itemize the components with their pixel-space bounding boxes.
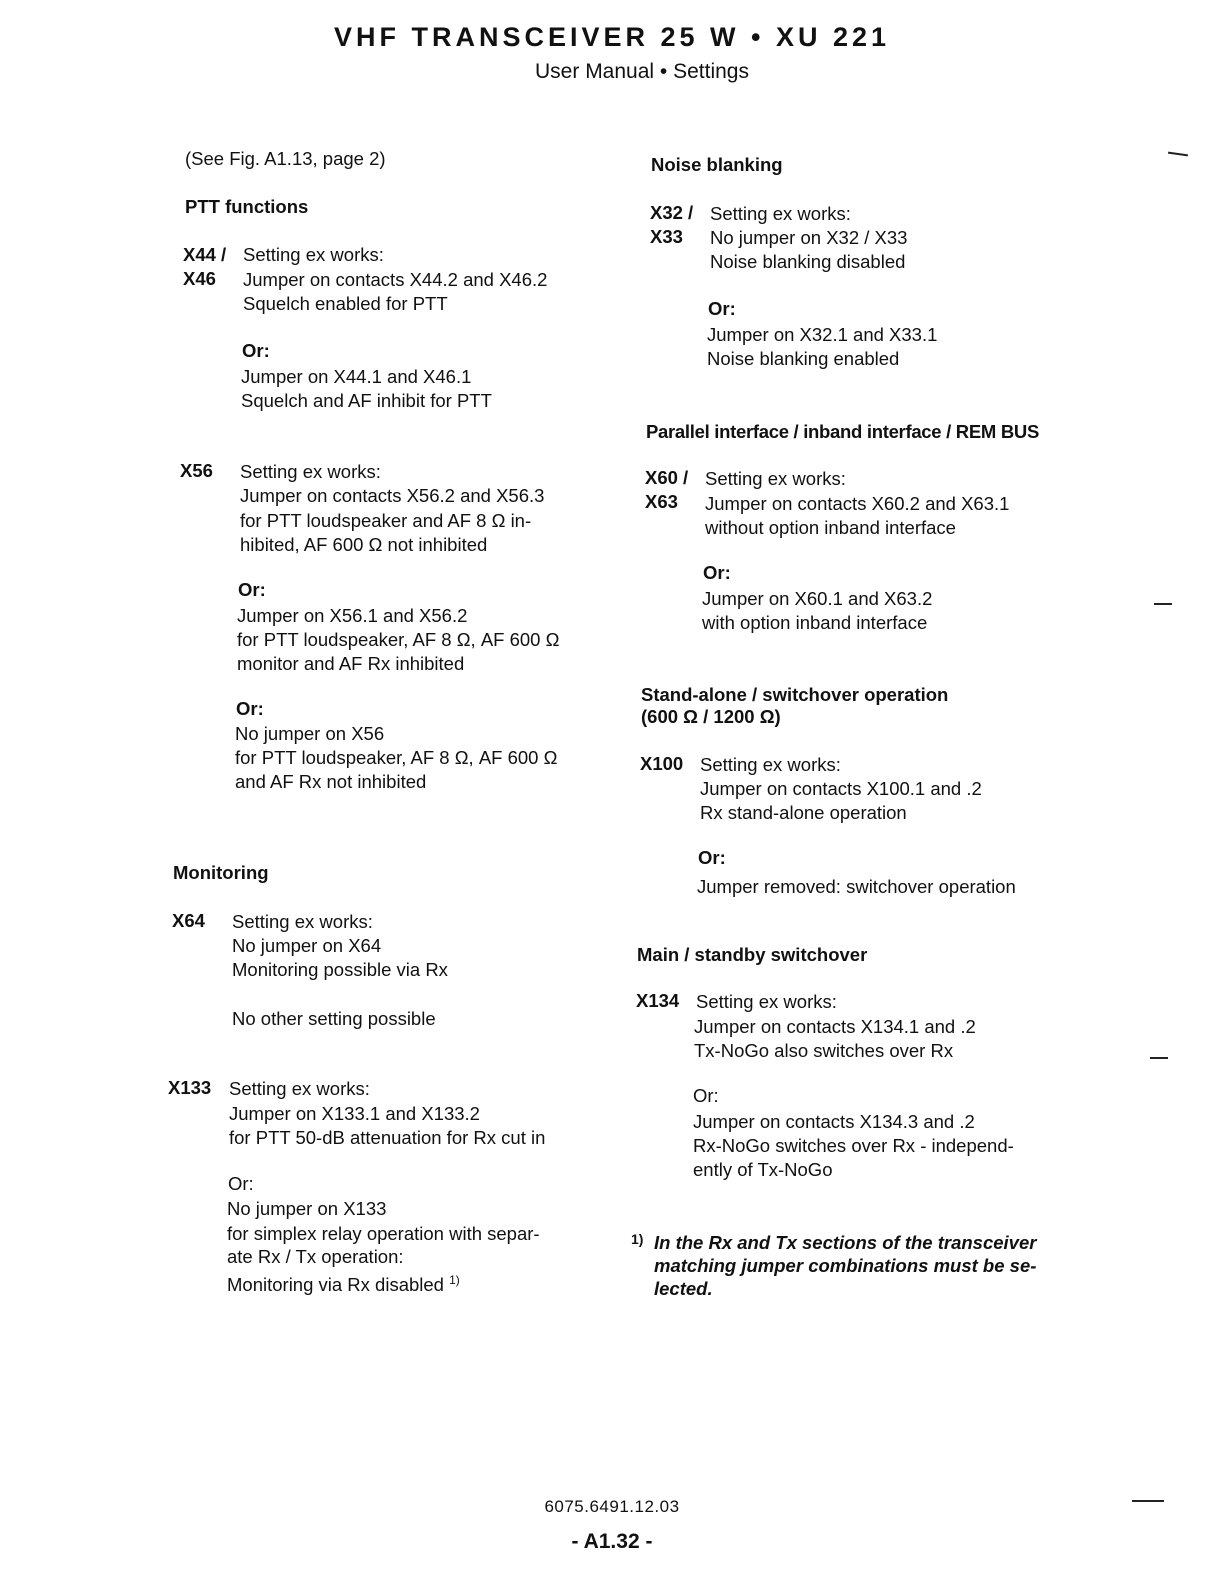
x134-label: X134	[636, 990, 680, 1011]
x133-alternative-text: Monitoring via Rx disabled	[227, 1274, 444, 1296]
x56-or: Or:	[236, 698, 264, 719]
document-title: VHF TRANSCEIVER 25 W • XU 221	[333, 22, 891, 52]
x44-setting-line: Jumper on contacts X44.2 and X46.2	[243, 269, 548, 290]
x32-alternative-line: Noise blanking enabled	[707, 348, 900, 369]
footnote-reference: 1)	[449, 1273, 460, 1287]
x56-alternative-line: for PTT loudspeaker, AF 8 Ω, AF 600 Ω	[237, 629, 560, 650]
footnote-line: matching jumper combinations must be se-	[654, 1255, 1037, 1276]
x134-alternative-line: ently of Tx-NoGo	[693, 1159, 833, 1180]
x64-setting-line: No jumper on X64	[232, 935, 382, 956]
x133-setting-ex-works: Setting ex works:	[229, 1078, 370, 1099]
x56-setting-line: hibited, AF 600 Ω not inhibited	[240, 534, 488, 555]
x56-or: Or:	[238, 579, 266, 600]
figure-reference: (See Fig. A1.13, page 2)	[185, 148, 386, 169]
x44-alternative-line: Squelch and AF inhibit for PTT	[241, 390, 492, 411]
x56-setting-ex-works: Setting ex works:	[240, 461, 381, 482]
x64-setting-ex-works: Setting ex works:	[232, 911, 373, 932]
x133-alternative-line: No jumper on X133	[227, 1198, 387, 1219]
x32-label: X32 /	[650, 202, 694, 223]
footnote-line: lected.	[654, 1278, 713, 1299]
x100-label: X100	[640, 753, 684, 774]
x133-alternative-line	[227, 1269, 460, 1297]
x60-setting-ex-works: Setting ex works:	[705, 468, 846, 489]
x56-label: X56	[180, 460, 213, 481]
x134-setting-line: Tx-NoGo also switches over Rx	[694, 1040, 954, 1061]
x64-setting-line: Monitoring possible via Rx	[232, 959, 448, 980]
x60-alternative-line: with option inband interface	[702, 612, 928, 633]
x133-alternative-line: for simplex relay operation with separ-	[227, 1223, 540, 1244]
x133-setting-line: for PTT 50-dB attenuation for Rx cut in	[229, 1127, 546, 1148]
x32-or: Or:	[708, 298, 736, 319]
x64-label: X64	[172, 910, 205, 931]
noise-blanking-heading: Noise blanking	[651, 154, 783, 175]
x32-setting-line: No jumper on X32 / X33	[710, 227, 908, 248]
document-subtitle: User Manual • Settings	[535, 60, 749, 83]
x32-setting-ex-works: Setting ex works:	[710, 203, 851, 224]
footnote-marker: 1)	[631, 1231, 644, 1247]
x133-setting-line: Jumper on X133.1 and X133.2	[229, 1103, 480, 1124]
x60-alternative-line: Jumper on X60.1 and X63.2	[702, 588, 933, 609]
ptt-functions-heading: PTT functions	[185, 196, 309, 217]
x133-label: X133	[168, 1077, 212, 1098]
x100-setting-ex-works: Setting ex works:	[700, 754, 841, 775]
x134-setting-ex-works: Setting ex works:	[696, 991, 837, 1012]
x56-alternative-line: monitor and AF Rx inhibited	[237, 653, 465, 674]
document-number: 6075.6491.12.03	[544, 1497, 680, 1516]
x64-note: No other setting possible	[232, 1008, 436, 1029]
x44-setting-line: Squelch enabled for PTT	[243, 293, 448, 314]
x100-setting-line: Jumper on contacts X100.1 and .2	[700, 778, 982, 799]
x56-setting-line: Jumper on contacts X56.2 and X56.3	[240, 485, 545, 506]
x44-alternative-line: Jumper on X44.1 and X46.1	[241, 366, 472, 387]
x60-setting-line: Jumper on contacts X60.2 and X63.1	[705, 493, 1010, 514]
margin-mark	[1168, 152, 1188, 157]
x32-alternative-line: Jumper on X32.1 and X33.1	[707, 324, 938, 345]
margin-mark	[1150, 1057, 1168, 1059]
x133-alternative-line: ate Rx / Tx operation:	[227, 1246, 404, 1267]
x63-label: X63	[645, 491, 678, 512]
x133-or: Or:	[228, 1173, 254, 1194]
x100-setting-line: Rx stand-alone operation	[700, 802, 907, 823]
x56-alternative-line: and AF Rx not inhibited	[235, 771, 427, 792]
x134-setting-line: Jumper on contacts X134.1 and .2	[694, 1016, 976, 1037]
stand-alone-heading: Stand-alone / switchover operation	[641, 684, 949, 705]
x60-or: Or:	[703, 562, 731, 583]
x100-alternative-line: Jumper removed: switchover operation	[697, 876, 1016, 897]
x46-label: X46	[183, 268, 216, 289]
x134-alternative-line: Jumper on contacts X134.3 and .2	[693, 1111, 975, 1132]
x33-label: X33	[650, 226, 683, 247]
x44-label: X44 /	[183, 244, 227, 265]
x44-setting-ex-works: Setting ex works:	[243, 244, 384, 265]
x134-alternative-line: Rx-NoGo switches over Rx - independ-	[693, 1135, 1014, 1156]
main-standby-heading: Main / standby switchover	[637, 944, 868, 965]
x134-or: Or:	[693, 1085, 719, 1106]
x60-setting-line: without option inband interface	[705, 517, 956, 538]
x56-alternative-line: for PTT loudspeaker, AF 8 Ω, AF 600 Ω	[235, 747, 558, 768]
x60-label: X60 /	[645, 467, 689, 488]
monitoring-heading: Monitoring	[173, 862, 269, 883]
x32-setting-line: Noise blanking disabled	[710, 251, 906, 272]
x100-or: Or:	[698, 847, 726, 868]
parallel-interface-heading: Parallel interface / inband interface / REM BUS	[646, 421, 1040, 442]
margin-mark	[1132, 1500, 1164, 1502]
x56-setting-line: for PTT loudspeaker and AF 8 Ω in-	[240, 510, 532, 531]
footnote-line: In the Rx and Tx sections of the transceiver	[654, 1232, 1037, 1253]
page-number: - A1.32 -	[571, 1530, 653, 1553]
x44-or: Or:	[242, 340, 270, 361]
x56-alternative-line: Jumper on X56.1 and X56.2	[237, 605, 468, 626]
stand-alone-heading-sub: (600 Ω / 1200 Ω)	[641, 706, 781, 727]
x56-alternative-line: No jumper on X56	[235, 723, 385, 744]
margin-mark	[1154, 603, 1172, 605]
